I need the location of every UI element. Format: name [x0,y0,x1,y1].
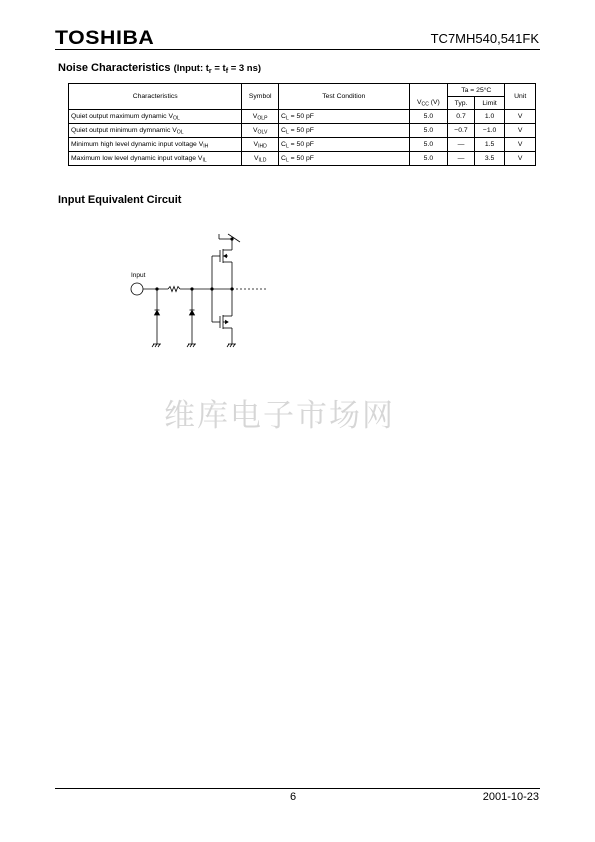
cell-characteristic: Quiet output minimum dymnamic $V_{OL}$ [69,124,242,138]
table-row [69,124,536,138]
table-row [69,110,536,124]
header-limit: Limit [474,97,505,110]
header-test-condition: Test Condition [279,84,410,110]
cell-characteristic: Maximum low level dynamic input voltage $V_{IL}$ [69,152,242,166]
cell-vcc: 5.0 [409,124,448,138]
cell-typ: 0.7 [448,110,475,124]
header-characteristics: Characteristics [69,84,242,110]
noise-characteristics-table [68,83,536,166]
header-blank [409,84,448,97]
toshiba-logo: TOSHIBA [55,28,155,49]
input-equivalent-circuit-diagram [120,222,280,350]
table-header-row-1 [69,84,536,97]
cell-condition: $C_L = 50$ pF [279,152,410,166]
cell-symbol: $V_{OLP}$ [242,110,279,124]
cell-condition: $C_L = 50$ pF [279,138,410,152]
cell-vcc: 5.0 [409,152,448,166]
noise-title-condition: (Input: $t_r = t_f = 3$ ns) [173,63,262,75]
cell-typ: ― [448,138,475,152]
circuit-section-title: Input Equivalent Circuit [58,194,182,206]
cell-unit: V [505,152,536,166]
page-number: 6 [290,791,297,803]
header-rule [55,49,540,50]
watermark: 维库电子市场网 [164,398,395,434]
input-pad-icon [131,283,143,295]
cell-characteristic: Quiet output maximum dynamic $V_{OL}$ [69,110,242,124]
document-date: 2001-10-23 [482,791,539,803]
cell-unit: V [505,110,536,124]
header-unit: Unit [505,84,536,110]
cell-symbol: $V_{OLV}$ [242,124,279,138]
cell-characteristic: Minimum high level dynamic input voltage $V_{IH}$ [69,138,242,152]
table-row [69,138,536,152]
cell-limit: 3.5 [474,152,505,166]
footer-rule [55,788,540,789]
header-symbol: Symbol [242,84,279,110]
cell-typ: ― [448,152,475,166]
cell-condition: $C_L = 50$ pF [279,110,410,124]
cell-vcc: 5.0 [409,110,448,124]
cell-symbol: $V_{ILD}$ [242,152,279,166]
header-vcc: $V_{CC}$ (V) [409,97,448,110]
cell-limit: 1.0 [474,110,505,124]
cell-symbol: $V_{IHD}$ [242,138,279,152]
cell-vcc: 5.0 [409,138,448,152]
cell-condition: $C_L = 50$ pF [279,124,410,138]
part-number: TC7MH540,541FK [430,31,539,46]
cell-unit: V [505,138,536,152]
cell-limit: −1.0 [474,124,505,138]
cell-typ: −0.7 [448,124,475,138]
cell-unit: V [505,124,536,138]
header-ta: Ta = 25°C [448,84,505,97]
noise-section-title [58,62,261,75]
cell-limit: 1.5 [474,138,505,152]
input-label: Input [131,272,146,279]
header-typ: Typ. [448,97,475,110]
table-row [69,152,536,166]
noise-title-text: Noise Characteristics [58,62,171,74]
